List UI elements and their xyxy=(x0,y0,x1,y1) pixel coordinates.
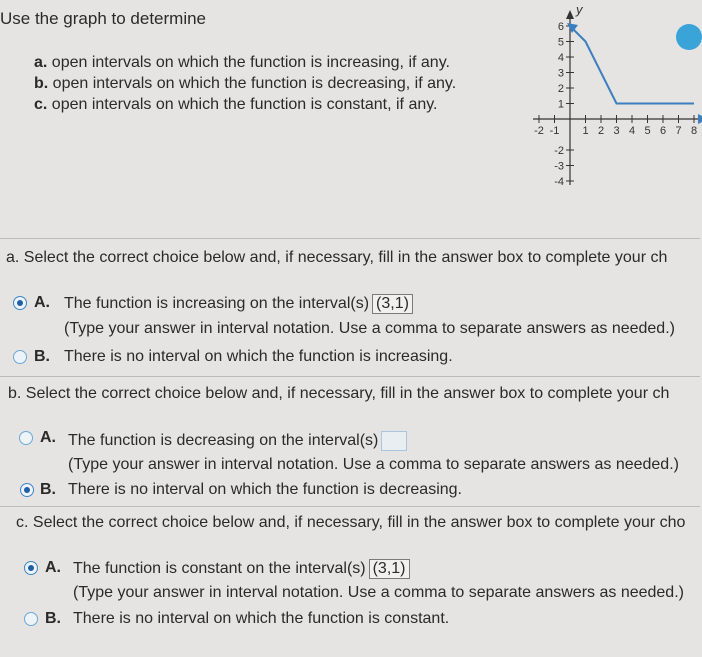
x-ticks xyxy=(534,115,697,137)
part-b-choice-b-text: There is no interval on which the function is decreasing. xyxy=(68,481,462,498)
y-tick-label: 6 xyxy=(557,21,564,33)
part-a-answer-box[interactable]: (3,1) xyxy=(372,294,413,314)
part-c-choice-a xyxy=(73,559,410,579)
x-tick-label: 1 xyxy=(582,125,589,137)
y-tick-label: 2 xyxy=(557,83,564,95)
part-b-choice-a-radio[interactable] xyxy=(19,431,33,445)
x-tick-label: 2 xyxy=(597,125,605,137)
y-axis-label: y xyxy=(576,2,583,17)
x-axis-arrow xyxy=(698,114,702,124)
y-tick-label: 5 xyxy=(557,36,564,49)
x-tick-label: 4 xyxy=(628,125,636,137)
part-c-choice-a-radio[interactable] xyxy=(24,561,38,575)
part-c-choice-a-letter: A. xyxy=(45,559,61,576)
part-c-prompt: c. Select the correct choice below and, if necessary, fill in the answer box to complete your cho xyxy=(16,514,686,531)
part-b-choice-a-letter: A. xyxy=(40,429,56,446)
part-a-choice-a-letter: A. xyxy=(34,294,50,311)
part-a-choice-a-radio[interactable] xyxy=(13,296,27,310)
x-tick-label: 7 xyxy=(675,125,682,137)
part-a-choice-a-hint: (Type your answer in interval notation. Use a comma to separate answers as needed.) xyxy=(64,320,675,337)
part-c-choice-b-text: There is no interval on which the function is constant. xyxy=(73,610,450,627)
part-c-choice-b-letter: B. xyxy=(45,610,61,627)
part-b-answer-box[interactable] xyxy=(381,431,407,451)
part-b-choice-b-radio[interactable] xyxy=(20,483,34,497)
part-a-choice-b-letter: B. xyxy=(34,348,50,365)
x-tick-label: 6 xyxy=(659,125,667,137)
question-item-b: b. open intervals on which the function is decreasing, if any. xyxy=(34,75,457,92)
question-title: Use the graph to determine xyxy=(0,9,207,28)
part-a-choice-b-text: There is no interval on which the function is increasing. xyxy=(64,348,453,365)
question-item-c: c. open intervals on which the function is constant, if any. xyxy=(34,96,438,113)
x-tick-label: 3 xyxy=(613,125,620,137)
y-axis-arrow xyxy=(566,10,574,19)
function-graph xyxy=(522,2,698,208)
part-c-choice-a-hint: (Type your answer in interval notation. Use a comma to separate answers as needed.) xyxy=(73,584,684,601)
x-tick-label: -1 xyxy=(549,125,560,137)
part-a-prompt: a. Select the correct choice below and, if necessary, fill in the answer box to complete your ch xyxy=(6,249,668,266)
part-b-choice-a-hint: (Type your answer in interval notation. Use a comma to separate answers as needed.) xyxy=(68,456,679,473)
part-c-answer-box[interactable]: (3,1) xyxy=(369,559,410,579)
part-b-prompt: b. Select the correct choice below and, if necessary, fill in the answer box to complete your ch xyxy=(8,385,670,402)
function-line xyxy=(570,26,694,104)
y-tick-label: 1 xyxy=(557,98,564,111)
y-tick-label: -3 xyxy=(554,160,564,173)
divider xyxy=(0,238,700,239)
x-tick-label: -2 xyxy=(534,125,544,137)
y-tick-label: -4 xyxy=(554,176,564,188)
x-tick-label: 5 xyxy=(644,125,651,137)
part-a-choice-a xyxy=(64,294,413,314)
y-ticks xyxy=(554,21,574,188)
part-b-choice-a xyxy=(68,431,407,451)
question-item-a: a. open intervals on which the function is increasing, if any. xyxy=(34,54,450,71)
part-c-choice-b-radio[interactable] xyxy=(24,612,38,626)
y-tick-label: 3 xyxy=(557,67,564,80)
divider xyxy=(0,506,700,507)
y-tick-label: -2 xyxy=(554,145,564,157)
y-tick-label: 4 xyxy=(557,52,564,64)
part-a-choice-a-text: The function is increasing on the interval(s) xyxy=(64,295,370,312)
part-b-choice-b-letter: B. xyxy=(40,481,56,498)
x-tick-label: 8 xyxy=(690,125,698,137)
part-c-choice-a-text: The function is constant on the interval(s) xyxy=(73,560,366,577)
part-b-choice-a-text: The function is decreasing on the interval(s) xyxy=(68,432,379,450)
part-a-choice-b-radio[interactable] xyxy=(13,350,27,364)
divider xyxy=(0,376,700,377)
